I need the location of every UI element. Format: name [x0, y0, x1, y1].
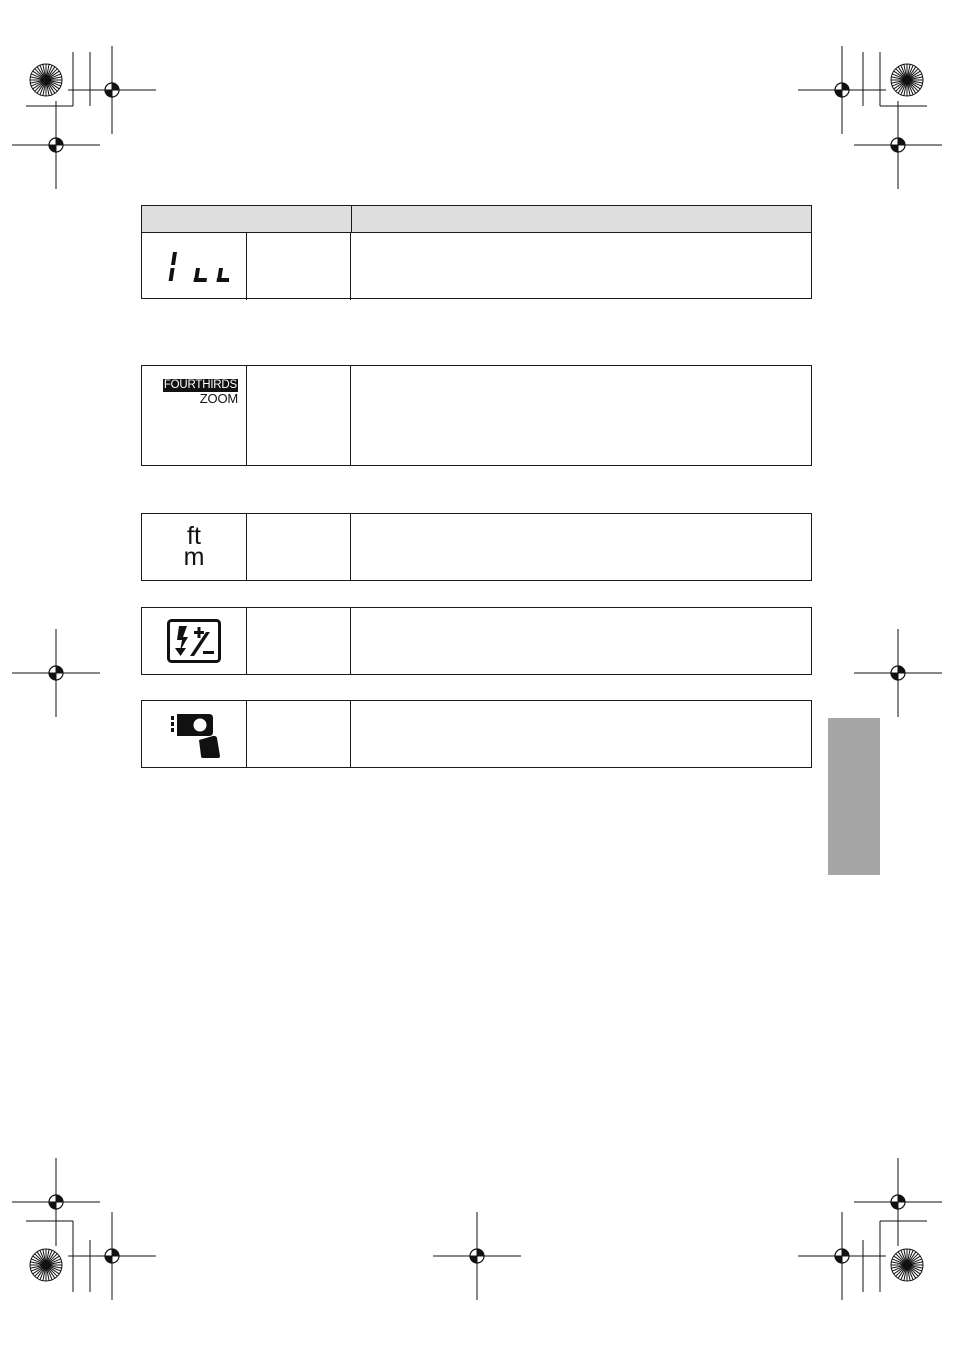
fourthirds-label: FOURTHIRDS	[163, 379, 237, 391]
description-cell	[246, 514, 351, 580]
indicator-cell	[142, 608, 247, 674]
table-header-row	[142, 206, 811, 233]
indicator-cell	[142, 514, 247, 580]
feet-label: ft	[187, 522, 201, 550]
ill-lcd-indicator-icon	[159, 249, 229, 285]
zoom-label: ZOOM	[199, 391, 238, 406]
description-cell	[246, 366, 351, 465]
table-row-distance-units	[141, 513, 812, 581]
meters-label: m	[183, 543, 205, 571]
table-row-ill	[142, 233, 811, 300]
detail-cell	[351, 608, 811, 674]
detail-cell	[351, 233, 811, 300]
table-row-fourthirds-zoom	[141, 365, 812, 466]
table-row-af-illuminator	[141, 700, 812, 768]
indicator-cell	[142, 233, 247, 300]
description-cell	[246, 233, 351, 300]
header-divider	[351, 206, 352, 232]
indicator-cell	[142, 366, 247, 465]
table-row-flash-compensation	[141, 607, 812, 675]
description-cell	[246, 608, 351, 674]
detail-cell	[351, 701, 811, 767]
fourthirds-zoom-indicator	[150, 379, 238, 406]
detail-cell	[351, 514, 811, 580]
detail-cell	[351, 366, 811, 465]
distance-units-indicator	[183, 522, 205, 571]
indicator-table-header	[141, 205, 812, 299]
indicator-cell	[142, 701, 247, 767]
description-cell	[246, 701, 351, 767]
flash-compensation-icon	[166, 618, 222, 664]
section-side-tab	[828, 718, 880, 875]
af-illuminator-icon	[165, 708, 223, 760]
